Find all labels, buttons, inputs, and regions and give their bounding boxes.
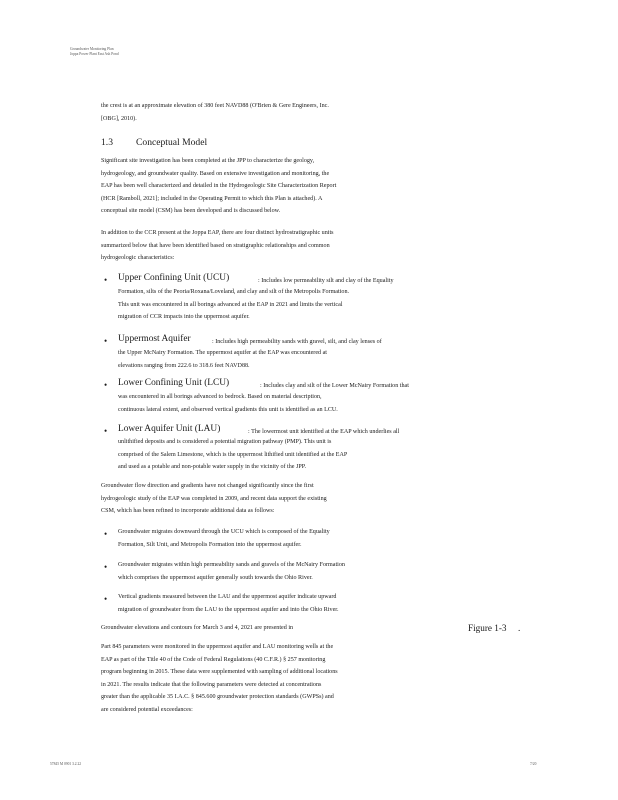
text-line: greater than the applicable 35 I.A.C. § 845.600 groundwater protection standards (GWPSs) and [101,694,334,701]
flow-bullet-3 [118,591,438,616]
text-line: conceptual site model (CSM) has been developed and is discussed below. [101,208,281,215]
text-line: hydrogeologic study of the EAP was completed in 2009, and recent data support the existing [101,495,327,502]
header-line-1: Groundwater Monitoring Plan [70,47,114,51]
text-line: was encountered in all borings advanced to bedrock. Based on material description, [118,394,322,400]
intro-paragraph [101,100,431,125]
text-line: Groundwater flow direction and gradients have not changed significantly since the first [101,483,314,489]
section-number: 1.3 [101,137,113,148]
text-line: comprised of the Salem Limestone, which is the uppermost lithified unit identified at the EAP [118,451,348,458]
text-line: CSM, which has been refined to incorporate additional data as follows: [101,508,275,515]
text-line: which comprises the uppermost aquifer generally south towards the Ohio River. [118,574,313,581]
paragraph-flow-direction [101,480,431,518]
unit-description-uppermost-aquifer [118,347,438,372]
unit-heading-lau: Lower Aquifer Unit (LAU) [118,424,221,434]
bullet-icon: • [104,380,108,390]
unit-heading-lcu: Lower Confining Unit (LCU) [118,378,230,388]
text-line: continuous lateral extent, and observed vertical gradients this unit is identified as an LCU. [118,406,338,413]
footer-document-id: 57845 M 0901 3.2.22 [50,762,82,766]
text-line: In addition to the CCR present at the Joppa EAP, there are four distinct hydrostratigraphic units [101,230,334,236]
unit-first-line-uppermost-aquifer: : Includes high permeability sands with gravel, silt, and clay lenses of [212,339,382,345]
text-line: and used as a potable and non-potable water supply in the vicinity of the JPP. [118,464,307,471]
figure-reference-link[interactable]: Figure 1-3 [468,623,507,633]
bullet-icon: • [104,275,108,285]
text-line: are considered potential exceedances: [101,706,193,713]
paragraph-part-845 [101,641,431,717]
paragraph-contours [101,622,431,635]
text-line: [OBG], 2010). [101,115,137,122]
text-line: elevations ranging from 222.6 to 318.6 feet NAVD88. [118,362,250,369]
text-line: EAP as part of the Title 40 of the Code of Federal Regulations (40 C.F.R.) § 257 monitoring [101,656,326,663]
bullet-icon: • [104,562,108,572]
text-line: program beginning in 2015. These data were supplemented with sampling of additional locations [101,669,338,676]
text-line: EAP has been well characterized and detailed in the Hydrogeologic Site Characterization Report [101,183,337,190]
section-heading [101,137,207,148]
unit-first-line-lcu: : Includes clay and silt of the Lower McNairy Formation that [260,383,409,389]
text-line: hydrogeologic characteristics: [101,255,175,262]
footer-page-number: 7/20 [530,762,537,766]
text-line: the Upper McNairy Formation. The uppermost aquifer at the EAP was encountered at [118,350,327,356]
text-line: in 2021. The results indicate that the following parameters were detected at concentrations [101,681,322,688]
bullet-icon: • [104,594,108,604]
bullet-icon: • [104,426,108,436]
paragraph-site-investigation [101,155,431,218]
flow-bullet-2 [118,559,438,584]
text-line: migration of CCR impacts into the uppermost aquifer. [118,314,250,321]
paragraph-hydrostratigraphic-units [101,227,431,265]
unit-first-line-lau: : The lowermost unit identified at the EAP which underlies all [248,429,400,435]
section-title: Conceptual Model [136,137,208,148]
running-header [70,47,119,57]
bullet-icon: • [104,336,108,346]
header-line-2: Joppa Power Plant East Ash Pond [70,52,119,56]
text-line: Formation, Silt Unit, and Metropolis Formation into the uppermost aquifer. [118,541,302,548]
text-line: This unit was encountered in all borings advanced at the EAP in 2021 and limits the vertical [118,301,343,308]
text-line: hydrogeology, and groundwater quality. Based on extensive investigation and monitoring, the [101,170,330,177]
text-line: summarized below that have been identified based on stratigraphic relationships and common [101,242,330,249]
figure-reference-period: . [518,623,521,633]
text-line: Groundwater elevations and contours for March 3 and 4, 2021 are presented in [101,625,294,631]
text-line: Significant site investigation has been completed at the JPP to characterize the geology, [101,158,315,164]
unit-first-line-ucu: : Includes low permeability silt and clay of the Equality [258,278,394,284]
text-line: Part 845 parameters were monitored in the uppermost aquifer and LAU monitoring wells at the [101,644,334,650]
text-line: migration of groundwater from the LAU to the uppermost aquifer and into the Ohio River. [118,606,339,613]
text-line: Vertical gradients measured between the LAU and the uppermost aquifer indicate upward [118,594,337,600]
text-line: unlithified deposits and is considered a potential migration pathway (PMP). This unit is [118,439,332,445]
text-line: Formation, silts of the Peoria/Roxana/Loveland, and clay and silt of the Metropolis Formation. [118,289,350,295]
unit-heading-ucu: Upper Confining Unit (UCU) [118,273,230,283]
flow-bullet-1 [118,526,438,551]
unit-heading-uppermost-aquifer: Uppermost Aquifer [118,334,191,344]
text-line: (HCR [Ramboll, 2021]; included in the Operating Permit to which this Plan is attached). A [101,195,323,202]
unit-description-lau [118,436,438,474]
bullet-icon: • [104,529,108,539]
text-line: Groundwater migrates downward through the UCU which is composed of the Equality [118,529,330,535]
unit-description-lcu [118,391,438,416]
text-line: Groundwater migrates within high permeability sands and gravels of the McNairy Formation [118,562,345,568]
text-line: the crest is at an approximate elevation of 380 feet NAVD88 (O'Brien & Gere Engineers, Inc. [101,103,329,109]
unit-description-ucu [118,286,438,324]
